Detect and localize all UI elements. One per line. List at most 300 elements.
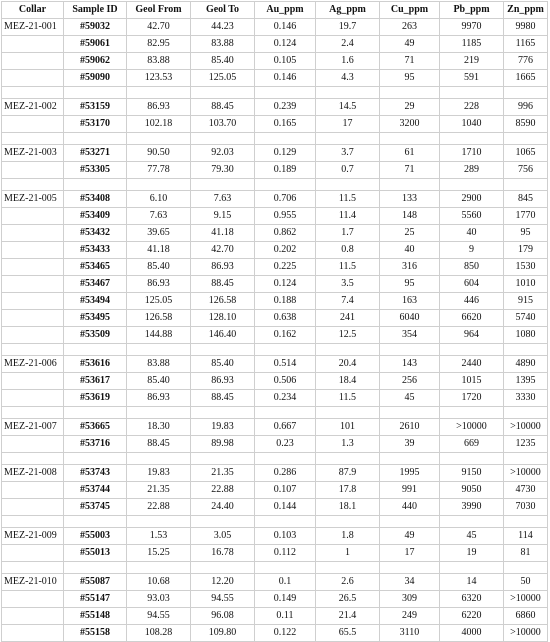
cell-zn-ppm: 114 xyxy=(504,528,548,545)
cell-au-ppm: 0.124 xyxy=(255,276,316,293)
table-row xyxy=(2,242,548,259)
empty-cell xyxy=(504,87,548,99)
cell-ag-ppm: 0.8 xyxy=(316,242,380,259)
cell-zn-ppm: 1530 xyxy=(504,259,548,276)
cell-ag-ppm: 14.5 xyxy=(316,99,380,116)
empty-cell xyxy=(2,562,64,574)
cell-pb-ppm: 45 xyxy=(440,528,504,545)
cell-ag-ppm: 65.5 xyxy=(316,625,380,642)
cell-pb-ppm: 14 xyxy=(440,574,504,591)
empty-cell xyxy=(380,344,440,356)
cell-sample-id: #53617 xyxy=(64,373,127,390)
cell-au-ppm: 0.286 xyxy=(255,465,316,482)
cell-ag-ppm: 1 xyxy=(316,545,380,562)
cell-geol-to: 44.23 xyxy=(191,19,255,36)
cell-cu-ppm: 40 xyxy=(380,242,440,259)
cell-zn-ppm: 4730 xyxy=(504,482,548,499)
empty-cell xyxy=(127,87,191,99)
empty-cell xyxy=(440,516,504,528)
table-row xyxy=(2,436,548,453)
cell-zn-ppm: 81 xyxy=(504,545,548,562)
cell-pb-ppm: 9150 xyxy=(440,465,504,482)
cell-ag-ppm: 11.5 xyxy=(316,390,380,407)
empty-cell xyxy=(504,133,548,145)
header-cell-zn-ppm: Zn_ppm xyxy=(504,2,548,19)
cell-cu-ppm: 263 xyxy=(380,19,440,36)
cell-zn-ppm: >10000 xyxy=(504,591,548,608)
cell-cu-ppm: 148 xyxy=(380,208,440,225)
cell-pb-ppm: 6320 xyxy=(440,591,504,608)
empty-cell xyxy=(64,133,127,145)
cell-au-ppm: 0.165 xyxy=(255,116,316,133)
cell-zn-ppm: 1065 xyxy=(504,145,548,162)
cell-au-ppm: 0.1 xyxy=(255,574,316,591)
cell-geol-to: 41.18 xyxy=(191,225,255,242)
cell-geol-to: 19.83 xyxy=(191,419,255,436)
cell-pb-ppm: 1720 xyxy=(440,390,504,407)
empty-cell xyxy=(64,407,127,419)
empty-cell xyxy=(316,407,380,419)
cell-cu-ppm: 309 xyxy=(380,591,440,608)
cell-cu-ppm: 95 xyxy=(380,276,440,293)
cell-sample-id: #53616 xyxy=(64,356,127,373)
spacer-row xyxy=(2,344,548,356)
cell-ag-ppm: 2.4 xyxy=(316,36,380,53)
cell-sample-id: #53494 xyxy=(64,293,127,310)
cell-geol-to: 128.10 xyxy=(191,310,255,327)
cell-geol-from: 123.53 xyxy=(127,70,191,87)
table-row xyxy=(2,99,548,116)
cell-zn-ppm: 5740 xyxy=(504,310,548,327)
cell-geol-to: 96.08 xyxy=(191,608,255,625)
cell-cu-ppm: 143 xyxy=(380,356,440,373)
empty-cell xyxy=(2,162,64,179)
collar-cell: MEZ-21-006 xyxy=(2,356,64,373)
cell-geol-to: 85.40 xyxy=(191,53,255,70)
cell-geol-to: 94.55 xyxy=(191,591,255,608)
cell-geol-from: 10.68 xyxy=(127,574,191,591)
cell-pb-ppm: 6620 xyxy=(440,310,504,327)
empty-cell xyxy=(127,133,191,145)
empty-cell xyxy=(2,276,64,293)
cell-ag-ppm: 11.5 xyxy=(316,259,380,276)
cell-geol-from: 90.50 xyxy=(127,145,191,162)
cell-ag-ppm: 7.4 xyxy=(316,293,380,310)
empty-cell xyxy=(440,344,504,356)
empty-cell xyxy=(255,344,316,356)
cell-sample-id: #53509 xyxy=(64,327,127,344)
empty-cell xyxy=(504,344,548,356)
cell-geol-from: 6.10 xyxy=(127,191,191,208)
empty-cell xyxy=(191,453,255,465)
cell-pb-ppm: 1710 xyxy=(440,145,504,162)
cell-au-ppm: 0.103 xyxy=(255,528,316,545)
cell-ag-ppm: 19.7 xyxy=(316,19,380,36)
cell-cu-ppm: 256 xyxy=(380,373,440,390)
table-row xyxy=(2,625,548,642)
cell-au-ppm: 0.105 xyxy=(255,53,316,70)
cell-cu-ppm: 440 xyxy=(380,499,440,516)
empty-cell xyxy=(127,562,191,574)
table-row xyxy=(2,528,548,545)
cell-zn-ppm: 4890 xyxy=(504,356,548,373)
cell-au-ppm: 0.706 xyxy=(255,191,316,208)
header-cell-ag-ppm: Ag_ppm xyxy=(316,2,380,19)
cell-pb-ppm: 2900 xyxy=(440,191,504,208)
assay-table xyxy=(1,1,548,642)
cell-geol-from: 85.40 xyxy=(127,373,191,390)
cell-cu-ppm: 3200 xyxy=(380,116,440,133)
empty-cell xyxy=(2,53,64,70)
cell-sample-id: #59062 xyxy=(64,53,127,70)
empty-cell xyxy=(440,179,504,191)
header-cell-geol-to: Geol To xyxy=(191,2,255,19)
table-row xyxy=(2,276,548,293)
cell-geol-from: 18.30 xyxy=(127,419,191,436)
header-cell-cu-ppm: Cu_ppm xyxy=(380,2,440,19)
empty-cell xyxy=(64,516,127,528)
table-row xyxy=(2,545,548,562)
cell-sample-id: #55158 xyxy=(64,625,127,642)
table-row xyxy=(2,574,548,591)
cell-geol-to: 92.03 xyxy=(191,145,255,162)
cell-sample-id: #53743 xyxy=(64,465,127,482)
cell-cu-ppm: 61 xyxy=(380,145,440,162)
cell-ag-ppm: 11.5 xyxy=(316,191,380,208)
empty-cell xyxy=(64,562,127,574)
cell-cu-ppm: 163 xyxy=(380,293,440,310)
empty-cell xyxy=(2,87,64,99)
cell-ag-ppm: 21.4 xyxy=(316,608,380,625)
empty-cell xyxy=(316,516,380,528)
cell-ag-ppm: 1.6 xyxy=(316,53,380,70)
cell-geol-from: 86.93 xyxy=(127,99,191,116)
cell-pb-ppm: 228 xyxy=(440,99,504,116)
empty-cell xyxy=(2,70,64,87)
table-header xyxy=(2,2,548,19)
cell-au-ppm: 0.162 xyxy=(255,327,316,344)
cell-au-ppm: 0.23 xyxy=(255,436,316,453)
cell-geol-from: 83.88 xyxy=(127,356,191,373)
cell-ag-ppm: 17.8 xyxy=(316,482,380,499)
cell-ag-ppm: 18.4 xyxy=(316,373,380,390)
table-row xyxy=(2,162,548,179)
cell-sample-id: #53305 xyxy=(64,162,127,179)
cell-sample-id: #53271 xyxy=(64,145,127,162)
cell-ag-ppm: 3.5 xyxy=(316,276,380,293)
cell-au-ppm: 0.225 xyxy=(255,259,316,276)
empty-cell xyxy=(2,293,64,310)
collar-cell: MEZ-21-007 xyxy=(2,419,64,436)
empty-cell xyxy=(316,344,380,356)
empty-cell xyxy=(380,87,440,99)
cell-geol-from: 42.70 xyxy=(127,19,191,36)
cell-sample-id: #53665 xyxy=(64,419,127,436)
collar-cell: MEZ-21-010 xyxy=(2,574,64,591)
empty-cell xyxy=(380,179,440,191)
table-row xyxy=(2,373,548,390)
cell-geol-to: 16.78 xyxy=(191,545,255,562)
cell-geol-from: 85.40 xyxy=(127,259,191,276)
cell-geol-from: 94.55 xyxy=(127,608,191,625)
cell-sample-id: #55148 xyxy=(64,608,127,625)
cell-au-ppm: 0.514 xyxy=(255,356,316,373)
cell-zn-ppm: 1770 xyxy=(504,208,548,225)
cell-geol-to: 89.98 xyxy=(191,436,255,453)
cell-au-ppm: 0.144 xyxy=(255,499,316,516)
cell-au-ppm: 0.506 xyxy=(255,373,316,390)
cell-ag-ppm: 2.6 xyxy=(316,574,380,591)
cell-pb-ppm: 2440 xyxy=(440,356,504,373)
cell-pb-ppm: 591 xyxy=(440,70,504,87)
cell-geol-from: 21.35 xyxy=(127,482,191,499)
cell-geol-to: 88.45 xyxy=(191,99,255,116)
cell-sample-id: #53408 xyxy=(64,191,127,208)
cell-pb-ppm: 1185 xyxy=(440,36,504,53)
cell-geol-from: 86.93 xyxy=(127,276,191,293)
empty-cell xyxy=(504,179,548,191)
table-row xyxy=(2,116,548,133)
empty-cell xyxy=(64,344,127,356)
table-row xyxy=(2,465,548,482)
cell-ag-ppm: 26.5 xyxy=(316,591,380,608)
cell-ag-ppm: 1.7 xyxy=(316,225,380,242)
cell-geol-from: 108.28 xyxy=(127,625,191,642)
cell-ag-ppm: 3.7 xyxy=(316,145,380,162)
cell-pb-ppm: 219 xyxy=(440,53,504,70)
cell-geol-from: 15.25 xyxy=(127,545,191,562)
cell-geol-to: 21.35 xyxy=(191,465,255,482)
header-cell-pb-ppm: Pb_ppm xyxy=(440,2,504,19)
empty-cell xyxy=(255,133,316,145)
empty-cell xyxy=(2,344,64,356)
empty-cell xyxy=(440,562,504,574)
cell-zn-ppm: 7030 xyxy=(504,499,548,516)
cell-au-ppm: 0.146 xyxy=(255,70,316,87)
empty-cell xyxy=(440,453,504,465)
cell-ag-ppm: 101 xyxy=(316,419,380,436)
empty-cell xyxy=(255,453,316,465)
spacer-row xyxy=(2,179,548,191)
cell-geol-to: 9.15 xyxy=(191,208,255,225)
table-row xyxy=(2,145,548,162)
empty-cell xyxy=(316,179,380,191)
cell-pb-ppm: 4000 xyxy=(440,625,504,642)
cell-au-ppm: 0.122 xyxy=(255,625,316,642)
cell-pb-ppm: 604 xyxy=(440,276,504,293)
cell-geol-to: 125.05 xyxy=(191,70,255,87)
table-row xyxy=(2,70,548,87)
empty-cell xyxy=(191,87,255,99)
table-row xyxy=(2,310,548,327)
cell-au-ppm: 0.129 xyxy=(255,145,316,162)
cell-au-ppm: 0.239 xyxy=(255,99,316,116)
cell-geol-to: 126.58 xyxy=(191,293,255,310)
empty-cell xyxy=(440,133,504,145)
cell-geol-from: 7.63 xyxy=(127,208,191,225)
empty-cell xyxy=(191,133,255,145)
empty-cell xyxy=(191,344,255,356)
cell-pb-ppm: 850 xyxy=(440,259,504,276)
cell-zn-ppm: 1235 xyxy=(504,436,548,453)
cell-geol-to: 85.40 xyxy=(191,356,255,373)
cell-zn-ppm: 776 xyxy=(504,53,548,70)
cell-cu-ppm: 29 xyxy=(380,99,440,116)
empty-cell xyxy=(504,407,548,419)
cell-ag-ppm: 241 xyxy=(316,310,380,327)
cell-ag-ppm: 1.3 xyxy=(316,436,380,453)
cell-geol-to: 88.45 xyxy=(191,390,255,407)
cell-cu-ppm: 45 xyxy=(380,390,440,407)
cell-cu-ppm: 2610 xyxy=(380,419,440,436)
empty-cell xyxy=(191,407,255,419)
empty-cell xyxy=(2,116,64,133)
empty-cell xyxy=(255,407,316,419)
cell-ag-ppm: 12.5 xyxy=(316,327,380,344)
empty-cell xyxy=(2,179,64,191)
table-body xyxy=(2,19,548,642)
cell-geol-from: 41.18 xyxy=(127,242,191,259)
cell-zn-ppm: 1165 xyxy=(504,36,548,53)
cell-geol-from: 126.58 xyxy=(127,310,191,327)
cell-cu-ppm: 71 xyxy=(380,53,440,70)
collar-cell: MEZ-21-008 xyxy=(2,465,64,482)
cell-cu-ppm: 39 xyxy=(380,436,440,453)
empty-cell xyxy=(380,516,440,528)
cell-cu-ppm: 3110 xyxy=(380,625,440,642)
cell-pb-ppm: 669 xyxy=(440,436,504,453)
cell-au-ppm: 0.107 xyxy=(255,482,316,499)
cell-zn-ppm: 6860 xyxy=(504,608,548,625)
cell-cu-ppm: 249 xyxy=(380,608,440,625)
cell-zn-ppm: >10000 xyxy=(504,465,548,482)
empty-cell xyxy=(2,516,64,528)
cell-zn-ppm: 179 xyxy=(504,242,548,259)
empty-cell xyxy=(2,545,64,562)
cell-geol-to: 146.40 xyxy=(191,327,255,344)
cell-zn-ppm: 845 xyxy=(504,191,548,208)
cell-cu-ppm: 17 xyxy=(380,545,440,562)
cell-cu-ppm: 49 xyxy=(380,36,440,53)
empty-cell xyxy=(255,87,316,99)
cell-sample-id: #53745 xyxy=(64,499,127,516)
empty-cell xyxy=(2,591,64,608)
assay-table-sheet xyxy=(0,1,550,638)
cell-ag-ppm: 11.4 xyxy=(316,208,380,225)
cell-pb-ppm: 3990 xyxy=(440,499,504,516)
cell-au-ppm: 0.146 xyxy=(255,19,316,36)
table-row xyxy=(2,36,548,53)
cell-sample-id: #53170 xyxy=(64,116,127,133)
cell-geol-from: 82.95 xyxy=(127,36,191,53)
header-cell-au-ppm: Au_ppm xyxy=(255,2,316,19)
cell-geol-from: 22.88 xyxy=(127,499,191,516)
empty-cell xyxy=(2,225,64,242)
cell-pb-ppm: 9970 xyxy=(440,19,504,36)
cell-au-ppm: 0.862 xyxy=(255,225,316,242)
table-row xyxy=(2,225,548,242)
cell-geol-from: 93.03 xyxy=(127,591,191,608)
empty-cell xyxy=(2,482,64,499)
cell-geol-to: 103.70 xyxy=(191,116,255,133)
cell-au-ppm: 0.955 xyxy=(255,208,316,225)
empty-cell xyxy=(191,516,255,528)
cell-sample-id: #53495 xyxy=(64,310,127,327)
empty-cell xyxy=(127,516,191,528)
cell-sample-id: #59032 xyxy=(64,19,127,36)
cell-zn-ppm: 1395 xyxy=(504,373,548,390)
table-row xyxy=(2,608,548,625)
cell-au-ppm: 0.234 xyxy=(255,390,316,407)
cell-geol-to: 109.80 xyxy=(191,625,255,642)
empty-cell xyxy=(255,516,316,528)
cell-cu-ppm: 49 xyxy=(380,528,440,545)
cell-zn-ppm: >10000 xyxy=(504,625,548,642)
cell-geol-from: 102.18 xyxy=(127,116,191,133)
cell-sample-id: #53433 xyxy=(64,242,127,259)
cell-au-ppm: 0.112 xyxy=(255,545,316,562)
empty-cell xyxy=(255,179,316,191)
cell-sample-id: #53465 xyxy=(64,259,127,276)
table-row xyxy=(2,19,548,36)
empty-cell xyxy=(2,310,64,327)
cell-geol-from: 19.83 xyxy=(127,465,191,482)
empty-cell xyxy=(191,179,255,191)
cell-cu-ppm: 1995 xyxy=(380,465,440,482)
cell-geol-to: 83.88 xyxy=(191,36,255,53)
cell-pb-ppm: 1040 xyxy=(440,116,504,133)
header-cell-sample-id: Sample ID xyxy=(64,2,127,19)
cell-au-ppm: 0.189 xyxy=(255,162,316,179)
cell-au-ppm: 0.124 xyxy=(255,36,316,53)
cell-geol-to: 24.40 xyxy=(191,499,255,516)
cell-zn-ppm: 9980 xyxy=(504,19,548,36)
spacer-row xyxy=(2,133,548,145)
cell-geol-to: 79.30 xyxy=(191,162,255,179)
empty-cell xyxy=(2,390,64,407)
cell-sample-id: #55013 xyxy=(64,545,127,562)
cell-geol-from: 1.53 xyxy=(127,528,191,545)
empty-cell xyxy=(127,179,191,191)
empty-cell xyxy=(64,87,127,99)
cell-geol-from: 83.88 xyxy=(127,53,191,70)
cell-ag-ppm: 17 xyxy=(316,116,380,133)
empty-cell xyxy=(316,133,380,145)
cell-pb-ppm: >10000 xyxy=(440,419,504,436)
spacer-row xyxy=(2,562,548,574)
cell-sample-id: #53159 xyxy=(64,99,127,116)
empty-cell xyxy=(2,133,64,145)
cell-ag-ppm: 87.9 xyxy=(316,465,380,482)
table-row xyxy=(2,259,548,276)
cell-geol-from: 144.88 xyxy=(127,327,191,344)
cell-geol-from: 88.45 xyxy=(127,436,191,453)
collar-cell: MEZ-21-003 xyxy=(2,145,64,162)
table-row xyxy=(2,208,548,225)
empty-cell xyxy=(64,453,127,465)
cell-sample-id: #53619 xyxy=(64,390,127,407)
cell-geol-to: 22.88 xyxy=(191,482,255,499)
cell-ag-ppm: 1.8 xyxy=(316,528,380,545)
cell-ag-ppm: 20.4 xyxy=(316,356,380,373)
cell-sample-id: #55087 xyxy=(64,574,127,591)
table-row xyxy=(2,191,548,208)
cell-sample-id: #55147 xyxy=(64,591,127,608)
cell-zn-ppm: 1010 xyxy=(504,276,548,293)
table-row xyxy=(2,591,548,608)
cell-sample-id: #53467 xyxy=(64,276,127,293)
empty-cell xyxy=(2,407,64,419)
